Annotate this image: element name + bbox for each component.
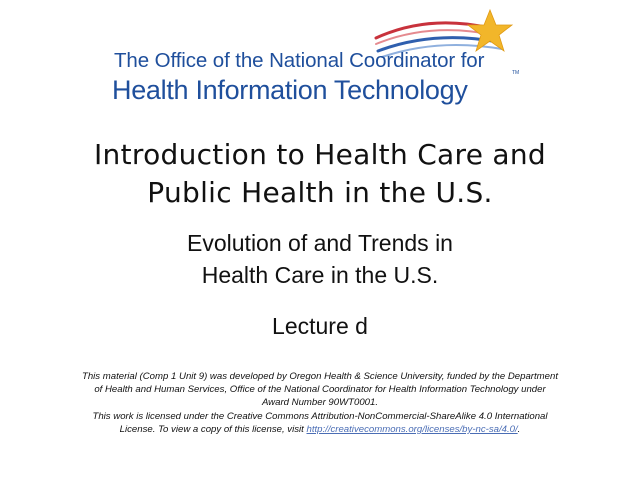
license-suffix: . <box>517 424 521 435</box>
logo-hit-text: Health Information Technology <box>112 75 468 105</box>
license-line-2 <box>40 423 600 436</box>
license-notice <box>40 410 600 436</box>
title-line-2: Public Health in the U.S. <box>147 176 493 209</box>
license-line-1: This work is licensed under the Creative Commons Attribution-NonCommercial-ShareAlike 4.0 International <box>92 411 548 422</box>
logo-trademark: TM <box>512 70 520 76</box>
logo-office-text: The Office of the National Coordinator for <box>114 49 485 72</box>
credit-line-2: of Health and Human Services, Office of the National Coordinator for Health Information Technology under <box>94 384 546 395</box>
slide-subtitle <box>0 227 640 291</box>
slide-title <box>0 136 640 212</box>
onc-logo <box>108 8 528 108</box>
funding-credit <box>40 370 600 409</box>
license-prefix: License. To view a copy of this license, visit <box>119 424 307 435</box>
title-line-1: Introduction to Health Care and <box>93 138 547 171</box>
subtitle-line-1: Evolution of and Trends in <box>187 230 453 256</box>
subtitle-line-2: Health Care in the U.S. <box>201 262 439 288</box>
credit-line-1: This material (Comp 1 Unit 9) was developed by Oregon Health & Science University, funded by the Department <box>81 371 558 382</box>
credit-line-3: Award Number 90WT0001. <box>261 397 379 408</box>
lecture-label: Lecture d <box>272 313 368 339</box>
license-link[interactable]: http://creativecommons.org/licenses/by-nc-sa/4.0/ <box>306 424 518 435</box>
